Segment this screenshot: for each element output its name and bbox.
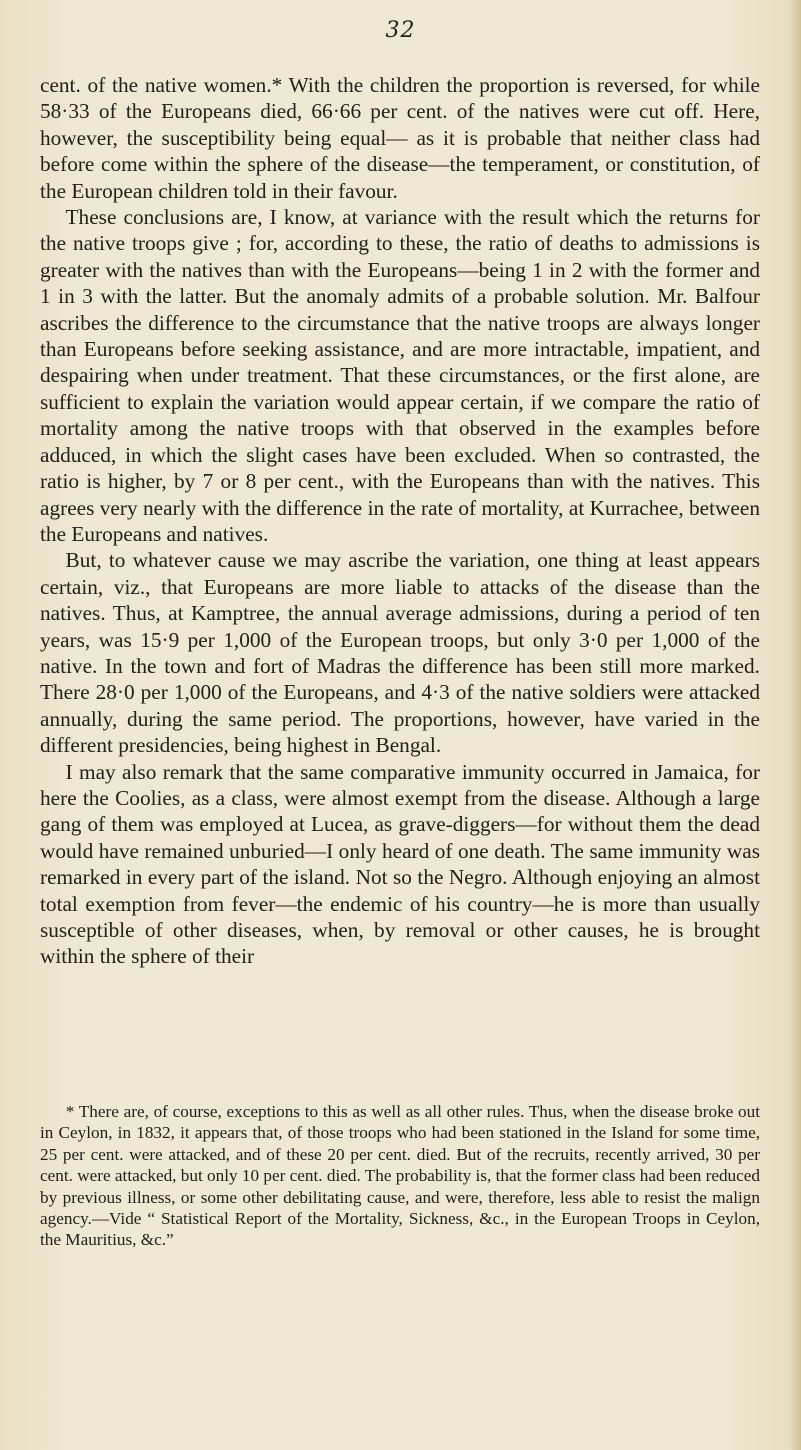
paragraph-2: These conclusions are, I know, at variance with the result which the returns for the native troops give ; for, according to these, the ratio of deaths to admissions is greater with the natives than with the Europeans—being 1 in 2 with the former and 1 in 3 with the latter. But the anomaly admits of a probable solution. Mr. Balfour ascribes the difference to the circumstance that the native troops are always longer than Europeans before seeking assistance, and are more intractable, impatient, and despairing when under treatment. That these circumstances, or the first alone, are sufficient to explain the variation would appear certain, if we compare the ratio of mortality among the native troops with that observed in the examples before adduced, in which the slight cases have been excluded. When so contrasted, the ratio is higher, by 7 or 8 per cent., with the Europeans than with the natives. This agrees very nearly with the difference in the rate of mortality, at Kurrachee, between the Europeans and natives. bbox=[40, 205, 760, 546]
paragraph-4: I may also remark that the same comparative immunity occurred in Jamaica, for here the Coolies, as a class, were almost exempt from the disease. Although a large gang of them was employed at Lucea, as grave-diggers—for without them the dead would have remained unburied—I only heard of one death. The same immunity was remarked in every part of the island. Not so the Negro. Although enjoying an almost total exemption from fever—the endemic of his country—he is more than usually susceptible of other diseases, when, by removal or other causes, he is brought within the sphere of their bbox=[40, 759, 760, 969]
page-number: 32 bbox=[385, 18, 416, 43]
footnote: * There are, of course, exceptions to this as well as all other rules. Thus, when the disease broke out in Ceylon, in 1832, it appears that, of those troops who had been stationed in the Island for some time, 25 per cent. were attacked, and of these 20 per cent. died. But of the recruits, recently arrived, 30 per cent. were attacked, but only 10 per cent. died. The probability is, that the former class had been reduced by previous illness, or some other debilitating cause, and were, therefore, less able to resist the malign agency.—Vide “ Statistical Report of the Mortality, Sickness, &c., in the European Troops in Ceylon, the Mauritius, &c.” bbox=[40, 1102, 760, 1250]
paragraph-1: cent. of the native women.* With the children the proportion is reversed, for while 58·33 of the Europeans died, 66·66 per cent. of the natives were cut off. Here, however, the susceptibility being equal— as it is probable that neither class had before come within the sphere of the disease—the temperament, or constitution, of the European children told in their favour. bbox=[40, 73, 760, 203]
footnote-section bbox=[40, 1101, 760, 1251]
body-text bbox=[40, 72, 760, 970]
paragraph-3: But, to whatever cause we may ascribe the variation, one thing at least appears certain, viz., that Europeans are more liable to attacks of the disease than the natives. Thus, at Kamptree, the annual average admissions, during a period of ten years, was 15·9 per 1,000 of the European troops, but only 3·0 per 1,000 of the native. In the town and fort of Madras the difference has been still more marked. There 28·0 per 1,000 of the Europeans, and 4·3 of the native soldiers were attacked annually, during the same period. The proportions, however, have varied in the different presidencies, being highest in Bengal. bbox=[40, 548, 760, 758]
page-edge-shadow bbox=[789, 0, 801, 1450]
